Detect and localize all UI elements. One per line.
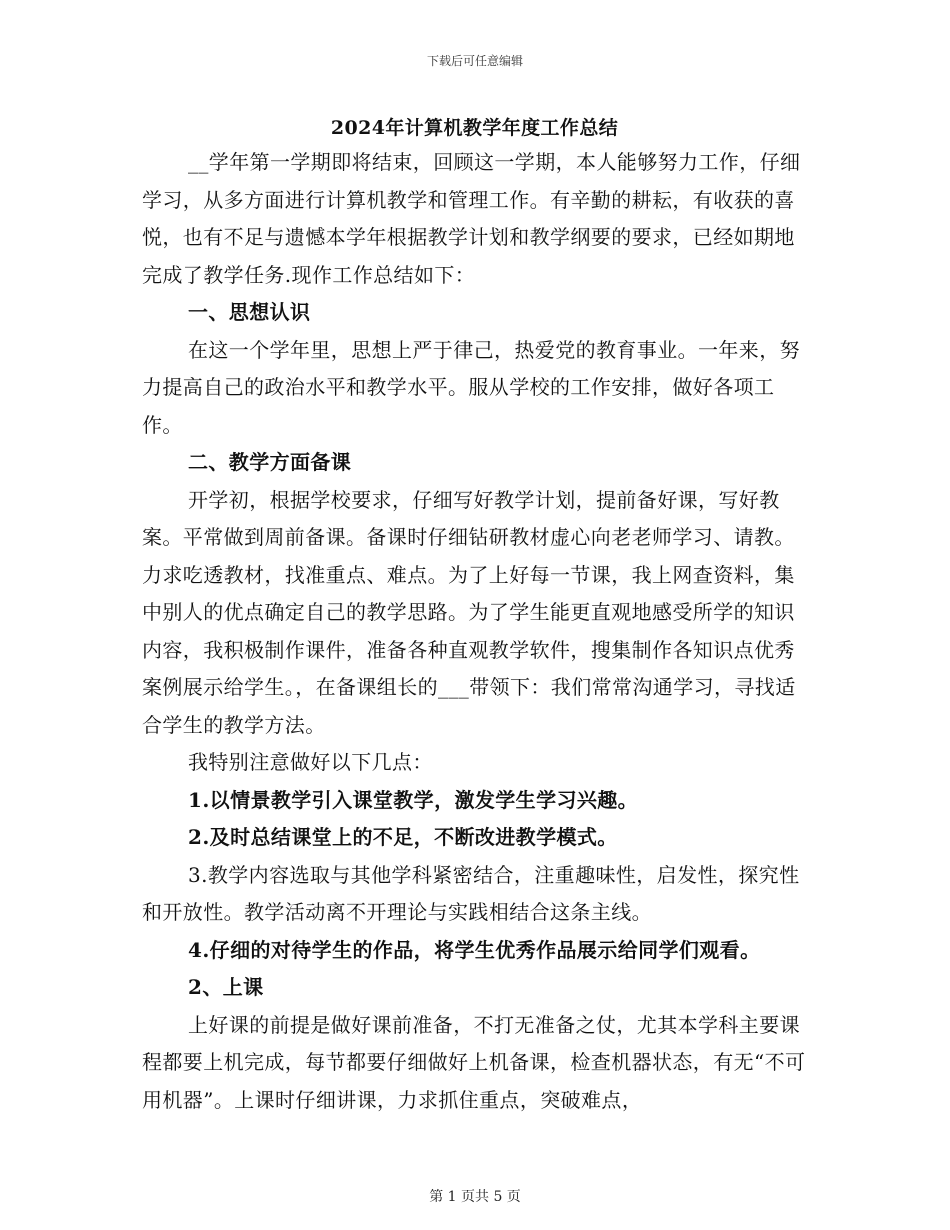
paragraph-intro: __学年第一学期即将结束，回顾这一学期，本人能够努力工作，仔细学习，从多方面进行计算机教学和管理工作。有辛勤的耕耘，有收获的喜悦，也有不足与遗憾本学年根据教学计划和教学纲要的要求，已经如期地完成了教学任务.现作工作总结如下：: [142, 150, 801, 287]
section-heading-thought: 一、思想认识: [188, 300, 311, 324]
document-body: [142, 112, 807, 1119]
list-item-3: 3.教学内容选取与其他学科紧密结合，注重趣味性，启发性，探究性和开放性。教学活动离不开理论与实践相结合这条主线。: [142, 862, 800, 924]
document-title: 2024年计算机教学年度工作总结: [330, 117, 619, 139]
section-heading-class: 2、上课: [188, 975, 264, 999]
paragraph-thought: 在这一个学年里，思想上严于律己，热爱党的教育事业。一年来，努力提高自己的政治水平和教学水平。服从学校的工作安排，做好各项工作。: [142, 337, 800, 437]
list-item-2: 2.及时总结课堂上的不足，不断改进教学模式。: [188, 825, 618, 849]
list-item-1: 1.以情景教学引入课堂教学，激发学生学习兴趣。: [188, 787, 639, 812]
paragraph-preparation: 开学初，根据学校要求，仔细写好教学计划，提前备好课，写好教案。平常做到周前备课。备课时仔细钻研教材虚心向老老师学习、请教。力求吃透教材，找准重点、难点。为了上好每一节课，我上网查资料，集中别人的优点确定自己的教学思路。为了学生能更直观地感受所学的知识内容，我积极制作课件，准备各种直观教学软件，搜集制作各知识点优秀案例展示给学生。，在备课组长的___带领下：我们常常沟通学习，寻找适合学生的教学方法。: [142, 487, 796, 737]
page-header: 下载后可任意编辑: [426, 54, 523, 68]
list-item-4: 4.仔细的对待学生的作品，将学生优秀作品展示给同学们观看。: [188, 937, 761, 962]
paragraph-points-intro: 我特别注意做好以下几点：: [188, 750, 433, 774]
paragraph-class: 上好课的前提是做好课前准备，不打无准备之仗，尤其本学科主要课程都要上机完成，每节都要仔细做好上机备课，检查机器状态，有无“不可用机器”。上课时仔细讲课，力求抓住重点，突破难点，: [142, 1012, 806, 1112]
section-heading-teaching: 二、教学方面备课: [188, 450, 352, 474]
page-footer: 第 1 页共 5 页: [429, 1189, 521, 1205]
